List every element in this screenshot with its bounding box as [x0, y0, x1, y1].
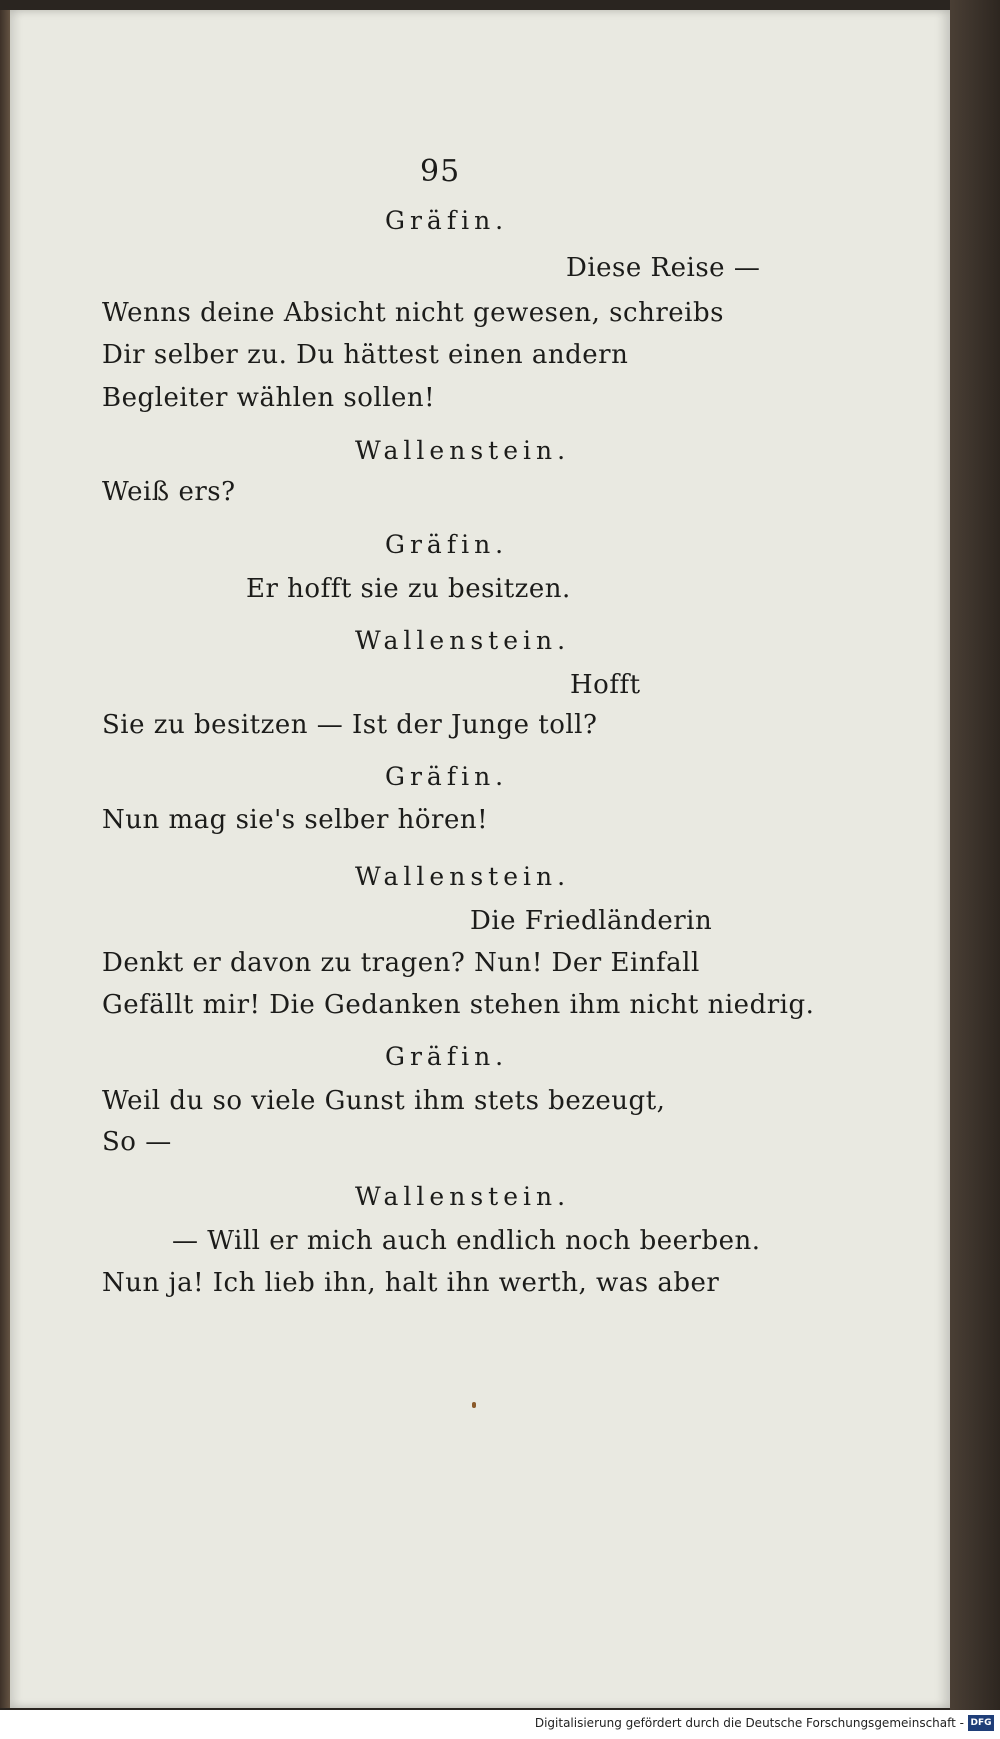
- verse-line: Hofft: [570, 670, 641, 700]
- verse-line: Denkt er davon zu tragen? Nun! Der Einfall: [102, 948, 700, 978]
- verse-line: Weil du so viele Gunst ihm stets bezeugt,: [102, 1086, 666, 1116]
- verse-line: Sie zu besitzen — Ist der Junge toll?: [102, 710, 598, 740]
- speaker-label: Gräfin.: [385, 762, 509, 791]
- verse-line: Nun ja! Ich lieb ihn, halt ihn werth, was aber: [102, 1268, 720, 1298]
- verse-line: Wenns deine Absicht nicht gewesen, schreibs: [102, 298, 724, 328]
- speaker-label: Gräfin.: [385, 1042, 509, 1071]
- verse-line: Die Friedländerin: [470, 906, 713, 936]
- verse-line: — Will er mich auch endlich noch beerben.: [172, 1226, 761, 1256]
- ink-speck: [472, 1402, 476, 1408]
- speaker-label: Wallenstein.: [355, 862, 571, 891]
- book-page: [10, 10, 950, 1708]
- speaker-label: Gräfin.: [385, 530, 509, 559]
- speaker-label: Wallenstein.: [355, 626, 571, 655]
- verse-line: Er hofft sie zu besitzen.: [246, 574, 571, 604]
- verse-line: Dir selber zu. Du hättest einen andern: [102, 340, 629, 370]
- verse-line: Gefällt mir! Die Gedanken stehen ihm nicht niedrig.: [102, 990, 815, 1020]
- verse-line: Nun mag sie's selber hören!: [102, 805, 489, 835]
- footer-bar: [0, 1710, 1000, 1739]
- verse-line: Begleiter wählen sollen!: [102, 383, 436, 413]
- dfg-logo: DFG: [968, 1715, 994, 1731]
- book-edge: [950, 0, 1000, 1710]
- speaker-label: Wallenstein.: [355, 1182, 571, 1211]
- verse-line: So —: [102, 1127, 172, 1157]
- speaker-label: Wallenstein.: [355, 436, 571, 465]
- verse-line: Weiß ers?: [102, 477, 236, 507]
- speaker-label: Gräfin.: [385, 206, 509, 235]
- page-number: 95: [420, 154, 461, 189]
- footer-credit: Digitalisierung gefördert durch die Deutsche Forschungsgemeinschaft -: [534, 1716, 964, 1730]
- verse-line: Diese Reise —: [566, 253, 761, 283]
